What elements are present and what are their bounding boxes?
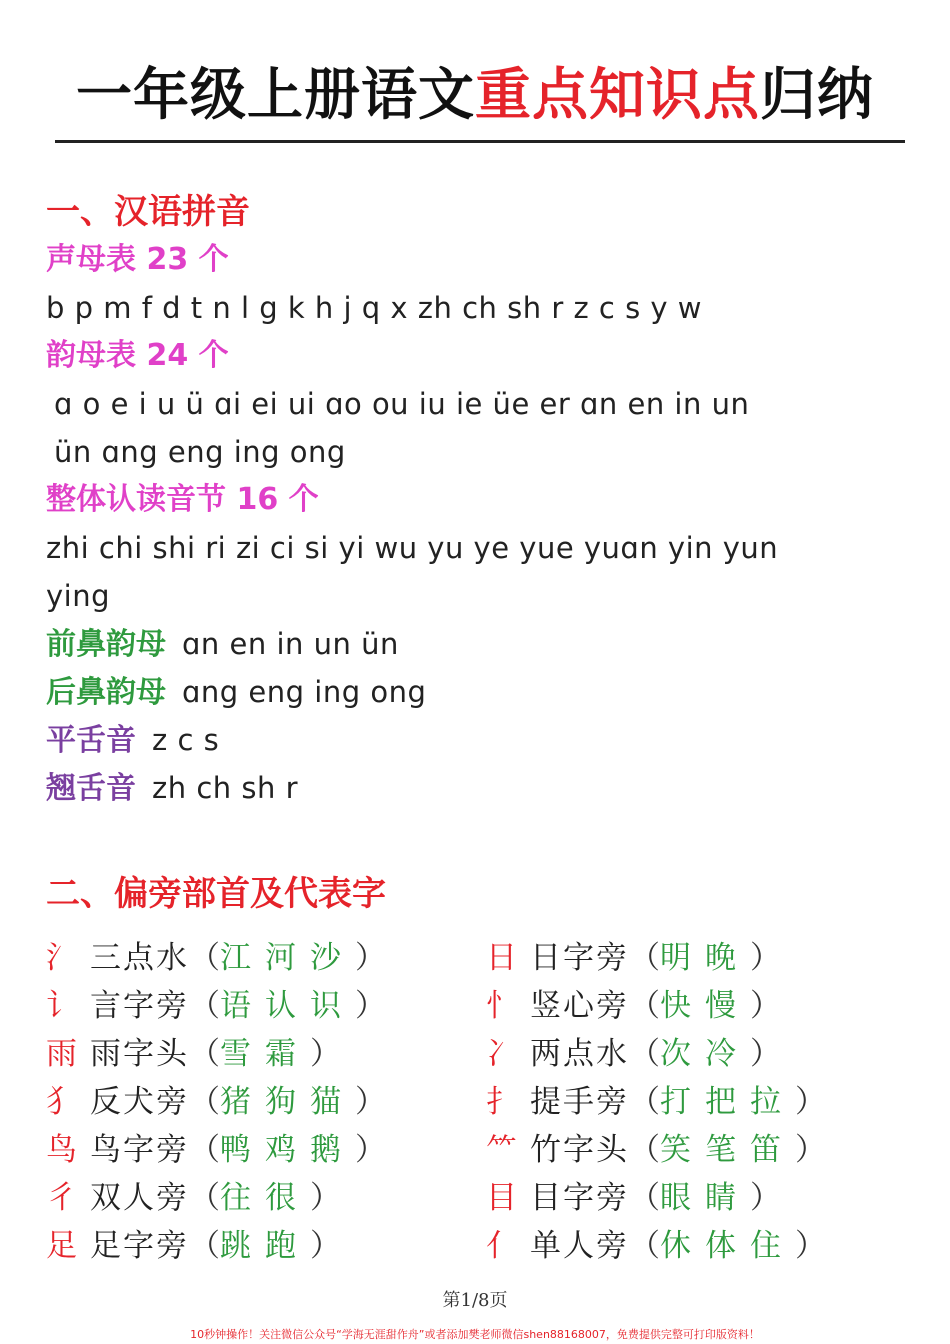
qiaoshe-values: zh ch sh r bbox=[152, 771, 298, 805]
radical-name: 竖心旁 bbox=[530, 988, 629, 1024]
close-paren: ） bbox=[750, 988, 781, 1024]
open-paren: （ bbox=[189, 988, 220, 1024]
radical-glyph: 冫 bbox=[486, 1036, 517, 1072]
radical-glyph: 日 bbox=[486, 940, 517, 976]
radical-name: 双人旁 bbox=[90, 1180, 189, 1216]
close-paren: ） bbox=[795, 1132, 826, 1168]
shengmu-values: b p m f d t n l g k h j q x zh ch sh r z c s y w bbox=[46, 291, 702, 325]
title-highlight: 重点知识点 bbox=[475, 63, 760, 128]
radical-examples: 明晚 bbox=[660, 940, 750, 976]
open-paren: （ bbox=[189, 1132, 220, 1168]
qiaoshe-label: 翘舌音 bbox=[46, 771, 136, 806]
radical-row-left bbox=[46, 936, 386, 980]
radical-row-right bbox=[486, 936, 781, 980]
radical-glyph: 亻 bbox=[486, 1228, 517, 1264]
title-divider bbox=[55, 140, 905, 143]
radical-row-left bbox=[46, 1224, 341, 1268]
radical-name: 目字旁 bbox=[530, 1180, 629, 1216]
zhengti-values-line2: ying bbox=[46, 579, 111, 613]
radical-examples: 跳跑 bbox=[220, 1228, 310, 1264]
radical-glyph: 忄 bbox=[486, 988, 517, 1024]
footer-notice: 10秒钟操作！关注微信公众号“学海无涯甜作舟”或者添加樊老师微信shen88168007，免费提供完整可打印版资料！ bbox=[190, 1328, 760, 1341]
radical-glyph: 犭 bbox=[46, 1084, 77, 1120]
shengmu-label: 声母表 23 个 bbox=[46, 242, 229, 277]
houbi-row bbox=[46, 670, 426, 715]
close-paren: ） bbox=[750, 1180, 781, 1216]
close-paren: ） bbox=[355, 1132, 386, 1168]
yunmu-label-row bbox=[46, 334, 229, 378]
radical-name: 三点水 bbox=[90, 940, 189, 976]
yunmu-values-line2: ün ɑng eng ing ong bbox=[54, 435, 346, 469]
open-paren: （ bbox=[189, 1180, 220, 1216]
zhengti-values-line1: zhi chi shi ri zi ci si yi wu yu ye yue yuɑn yin yun bbox=[46, 531, 779, 565]
close-paren: ） bbox=[310, 1036, 341, 1072]
radical-examples: 笑笔笛 bbox=[660, 1132, 795, 1168]
radical-name: 足字旁 bbox=[90, 1228, 189, 1264]
page-number: 第1/8页 bbox=[442, 1290, 508, 1311]
open-paren: （ bbox=[629, 1084, 660, 1120]
radical-name: 言字旁 bbox=[90, 988, 189, 1024]
close-paren: ） bbox=[355, 1084, 386, 1120]
qianbi-values: ɑn en in un ün bbox=[182, 627, 399, 661]
radical-examples: 雪霜 bbox=[220, 1036, 310, 1072]
radical-examples: 鸭鸡鹅 bbox=[220, 1132, 355, 1168]
radical-glyph: 彳 bbox=[46, 1180, 77, 1216]
radical-name: 两点水 bbox=[530, 1036, 629, 1072]
radical-name: 提手旁 bbox=[530, 1084, 629, 1120]
section-heading-radicals: 二、偏旁部首及代表字 bbox=[46, 874, 386, 914]
radical-name: 雨字头 bbox=[90, 1036, 189, 1072]
radical-row-left bbox=[46, 1080, 386, 1124]
close-paren: ） bbox=[795, 1084, 826, 1120]
radical-glyph: 扌 bbox=[486, 1084, 517, 1120]
close-paren: ） bbox=[795, 1228, 826, 1264]
radical-row-left bbox=[46, 984, 386, 1028]
open-paren: （ bbox=[629, 1036, 660, 1072]
radical-glyph: 目 bbox=[486, 1180, 517, 1216]
title-part-1: 一年级上册语文 bbox=[76, 63, 475, 128]
radical-name: 反犬旁 bbox=[90, 1084, 189, 1120]
zhengti-label-row bbox=[46, 478, 319, 522]
radical-name: 单人旁 bbox=[530, 1228, 629, 1264]
zhengti-label: 整体认读音节 16 个 bbox=[46, 482, 319, 517]
shengmu-label-row bbox=[46, 238, 229, 282]
open-paren: （ bbox=[189, 1036, 220, 1072]
radical-examples: 次冷 bbox=[660, 1036, 750, 1072]
radical-examples: 打把拉 bbox=[660, 1084, 795, 1120]
pingshe-values: z c s bbox=[152, 723, 220, 757]
open-paren: （ bbox=[189, 1228, 220, 1264]
radical-row-left bbox=[46, 1128, 386, 1172]
radical-name: 竹字头 bbox=[530, 1132, 629, 1168]
radical-row-right bbox=[486, 1080, 826, 1124]
radical-row-left bbox=[46, 1176, 341, 1220]
pingshe-label: 平舌音 bbox=[46, 723, 136, 758]
radical-examples: 江河沙 bbox=[220, 940, 355, 976]
yunmu-values-line1: ɑ o e i u ü ɑi ei ui ɑo ou iu ie üe er ɑn en in un bbox=[54, 387, 750, 421]
houbi-values: ɑng eng ing ong bbox=[182, 675, 427, 709]
radical-examples: 眼睛 bbox=[660, 1180, 750, 1216]
close-paren: ） bbox=[310, 1228, 341, 1264]
radical-glyph: ⺮ bbox=[486, 1132, 517, 1168]
title-part-2: 归纳 bbox=[760, 63, 874, 128]
radical-row-right bbox=[486, 1176, 781, 1220]
radical-row-right bbox=[486, 1128, 826, 1172]
close-paren: ） bbox=[310, 1180, 341, 1216]
close-paren: ） bbox=[750, 1036, 781, 1072]
radical-examples: 猪狗猫 bbox=[220, 1084, 355, 1120]
radical-row-right bbox=[486, 1032, 781, 1076]
radical-row-left bbox=[46, 1032, 341, 1076]
radical-glyph: 雨 bbox=[46, 1036, 77, 1072]
open-paren: （ bbox=[629, 1228, 660, 1264]
radical-glyph: 讠 bbox=[46, 988, 77, 1024]
open-paren: （ bbox=[189, 1084, 220, 1120]
radical-row-right bbox=[486, 1224, 826, 1268]
open-paren: （ bbox=[629, 940, 660, 976]
radical-glyph: 鸟 bbox=[46, 1132, 77, 1168]
qianbi-row bbox=[46, 622, 399, 667]
page-title bbox=[0, 58, 950, 134]
radical-examples: 语认识 bbox=[220, 988, 355, 1024]
houbi-label: 后鼻韵母 bbox=[46, 675, 166, 710]
qianbi-label: 前鼻韵母 bbox=[46, 627, 166, 662]
radical-examples: 往很 bbox=[220, 1180, 310, 1216]
open-paren: （ bbox=[629, 1180, 660, 1216]
radical-glyph: 氵 bbox=[46, 940, 77, 976]
pingshe-row bbox=[46, 718, 219, 763]
radical-name: 鸟字旁 bbox=[90, 1132, 189, 1168]
radical-examples: 快慢 bbox=[660, 988, 750, 1024]
radical-glyph: 足 bbox=[46, 1228, 77, 1264]
open-paren: （ bbox=[629, 1132, 660, 1168]
radical-name: 日字旁 bbox=[530, 940, 629, 976]
section-heading-pinyin: 一、汉语拼音 bbox=[46, 192, 250, 232]
radical-examples: 休体住 bbox=[660, 1228, 795, 1264]
close-paren: ） bbox=[355, 988, 386, 1024]
radical-row-right bbox=[486, 984, 781, 1028]
qiaoshe-row bbox=[46, 766, 298, 811]
close-paren: ） bbox=[750, 940, 781, 976]
open-paren: （ bbox=[629, 988, 660, 1024]
yunmu-label: 韵母表 24 个 bbox=[46, 338, 229, 373]
close-paren: ） bbox=[355, 940, 386, 976]
open-paren: （ bbox=[189, 940, 220, 976]
